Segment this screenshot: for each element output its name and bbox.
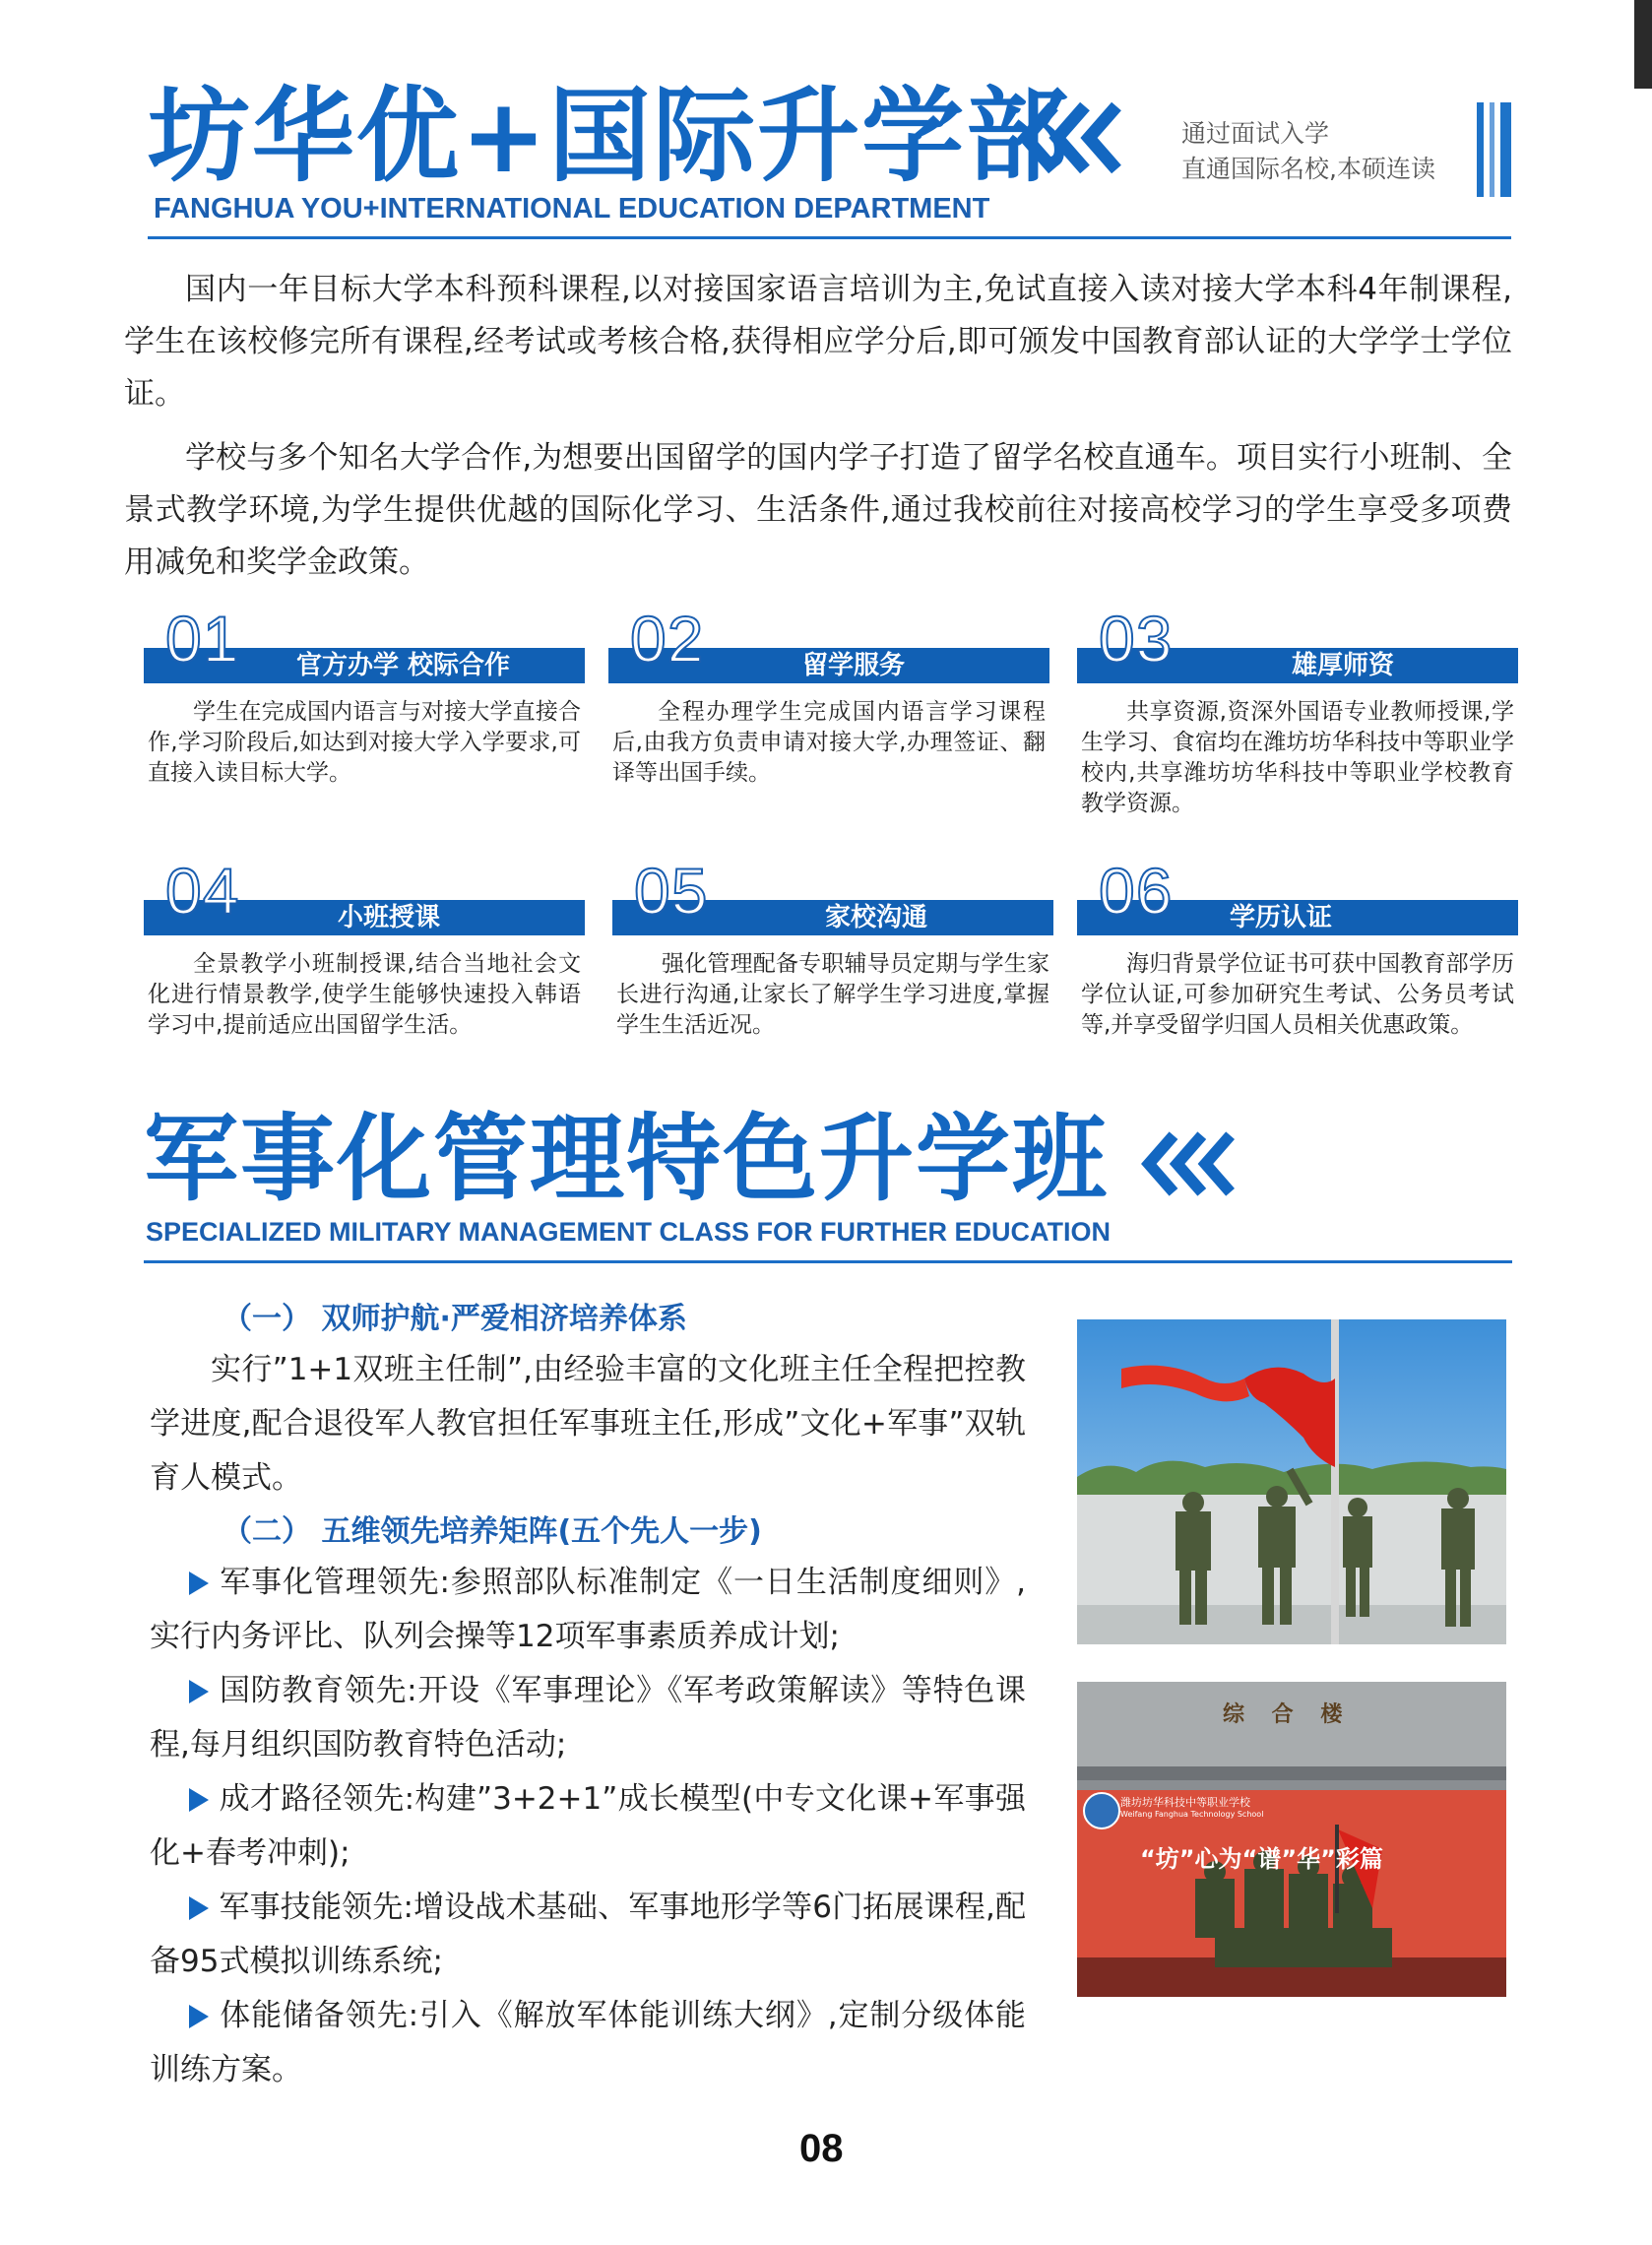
school-name-en: Weifang Fanghua Technology School — [1120, 1810, 1264, 1819]
banner-slogan: “坊”心为“谱”华”彩篇 — [1140, 1845, 1383, 1873]
subheading-2: （二） 五维领先培养矩阵(五个先人一步) — [222, 1514, 762, 1549]
triangle-bullet-icon — [189, 1896, 209, 1920]
feature-title: 官方办学 校际合作 — [296, 651, 511, 680]
building-sign: 综 合 楼 — [1223, 1702, 1353, 1727]
section1-title-en: FANGHUA YOU+INTERNATIONAL EDUCATION DEPARTMENT — [154, 193, 990, 224]
feature-number: 06 — [1099, 855, 1174, 928]
bullet-text: 国防教育领先:开设《军事理论》《军考政策解读》等特色课程,每月组织国防教育特色活动; — [150, 1673, 1026, 1763]
bullet-item — [150, 1881, 1026, 1989]
chevron-arrows-icon — [1014, 98, 1132, 177]
subheading-1: （一） 双师护航·严爱相济培养体系 — [222, 1302, 687, 1336]
triangle-bullet-icon — [189, 1572, 209, 1595]
bullet-text: 成才路径领先:构建”3+2+1”成长模型(中专文化课+军事强化+春考冲刺); — [150, 1781, 1026, 1871]
section2-title-en: SPECIALIZED MILITARY MANAGEMENT CLASS FOR FURTHER EDUCATION — [146, 1217, 1111, 1247]
feature-description: 共享资源,资深外国语专业教师授课,学生学习、食宿均在潍坊坊华科技中等职业学校内,共享潍坊坊华科技中等职业学校教育教学资源。 — [1081, 699, 1514, 816]
bullet-item — [150, 1772, 1026, 1881]
corner-decoration — [1634, 0, 1652, 89]
bullet-item — [150, 1989, 1026, 2097]
feature-description: 全景教学小班制授课,结合当地社会文化进行情景教学,使学生能够快速投入韩语学习中,提前适应出国留学生活。 — [148, 951, 581, 1038]
section2-title: 军事化管理特色升学班 — [144, 1104, 1109, 1214]
intro-paragraph-2: 学校与多个知名大学合作,为想要出国留学的国内学子打造了留学名校直通车。项目实行小班制、全景式教学环境,为学生提供优越的国际化学习、生活条件,通过我校前往对接高校学习的学生享受多项费用减免和奖学金政策。 — [124, 440, 1512, 580]
feature-title: 家校沟通 — [825, 903, 928, 932]
bullet-text: 体能储备领先:引入《解放军体能训练大纲》,定制分级体能训练方案。 — [150, 1998, 1026, 2087]
section1-rule — [148, 236, 1511, 239]
feature-number: 02 — [630, 603, 705, 675]
feature-description: 海归背景学位证书可获中国教育部学历学位认证,可参加研究生考试、公务员考试等,并享受留学归国人员相关优惠政策。 — [1081, 951, 1514, 1038]
feature-description: 学生在完成国内语言与对接大学直接合作,学习阶段后,如达到对接大学入学要求,可直接入读目标大学。 — [148, 699, 581, 786]
sub1-text-block — [150, 1343, 1026, 1506]
feature-title: 小班授课 — [338, 903, 441, 932]
triangle-bullet-icon — [189, 1680, 209, 1703]
section2-rule — [144, 1260, 1512, 1263]
feature-title: 留学服务 — [802, 651, 906, 680]
chevron-arrows-icon — [1132, 1128, 1250, 1199]
triangle-bullet-icon — [189, 1788, 209, 1812]
side-note-line1: 通过面试入学 — [1181, 119, 1330, 148]
intro-paragraph-1: 国内一年目标大学本科预科课程,以对接国家语言培训为主,免试直接入读对接大学本科4年制课程,学生在该校修完所有课程,经考试或考核合格,获得相应学分后,即可颁发中国教育部认证的大学学士学位证。 — [124, 272, 1512, 412]
side-note-line2: 直通国际名校,本硕连读 — [1181, 155, 1435, 183]
military-display-photo — [1077, 1682, 1506, 1997]
page-number: 08 — [799, 2127, 844, 2170]
section1-body — [124, 264, 1512, 589]
feature-number: 05 — [634, 855, 709, 928]
feature-number: 04 — [165, 855, 240, 928]
bullet-item — [150, 1556, 1026, 1664]
feature-number: 01 — [165, 603, 240, 675]
bullet-text: 军事技能领先:增设战术基础、军事地形学等6门拓展课程,配备95式模拟训练系统; — [150, 1890, 1026, 1979]
feature-description: 全程办理学生完成国内语言学习课程后,由我方负责申请对接大学,办理签证、翻译等出国手续。 — [612, 699, 1046, 786]
school-name: 潍坊坊华科技中等职业学校 — [1120, 1796, 1250, 1809]
feature-title: 学历认证 — [1230, 903, 1333, 932]
sub1-text: 实行”1+1双班主任制”,由经验丰富的文化班主任全程把控教学进度,配合退役军人教官担任军事班主任,形成”文化+军事”双轨育人模式。 — [150, 1352, 1026, 1496]
bullet-text: 军事化管理领先:参照部队标准制定《一日生活制度细则》,实行内务评比、队列会操等12项军事素质养成计划; — [150, 1565, 1026, 1654]
feature-description: 强化管理配备专职辅导员定期与学生家长进行沟通,让家长了解学生学习进度,掌握学生生活近况。 — [616, 951, 1049, 1038]
feature-title: 雄厚师资 — [1292, 651, 1395, 680]
feature-number: 03 — [1099, 603, 1174, 675]
bullet-item — [150, 1664, 1026, 1772]
flag-raising-photo — [1077, 1319, 1506, 1644]
bullet-list — [150, 1556, 1026, 2097]
section1-title: 坊华优+国际升学部 — [148, 76, 1071, 196]
decorative-bars — [1477, 102, 1511, 197]
school-logo — [1083, 1792, 1120, 1829]
triangle-bullet-icon — [189, 2005, 209, 2028]
